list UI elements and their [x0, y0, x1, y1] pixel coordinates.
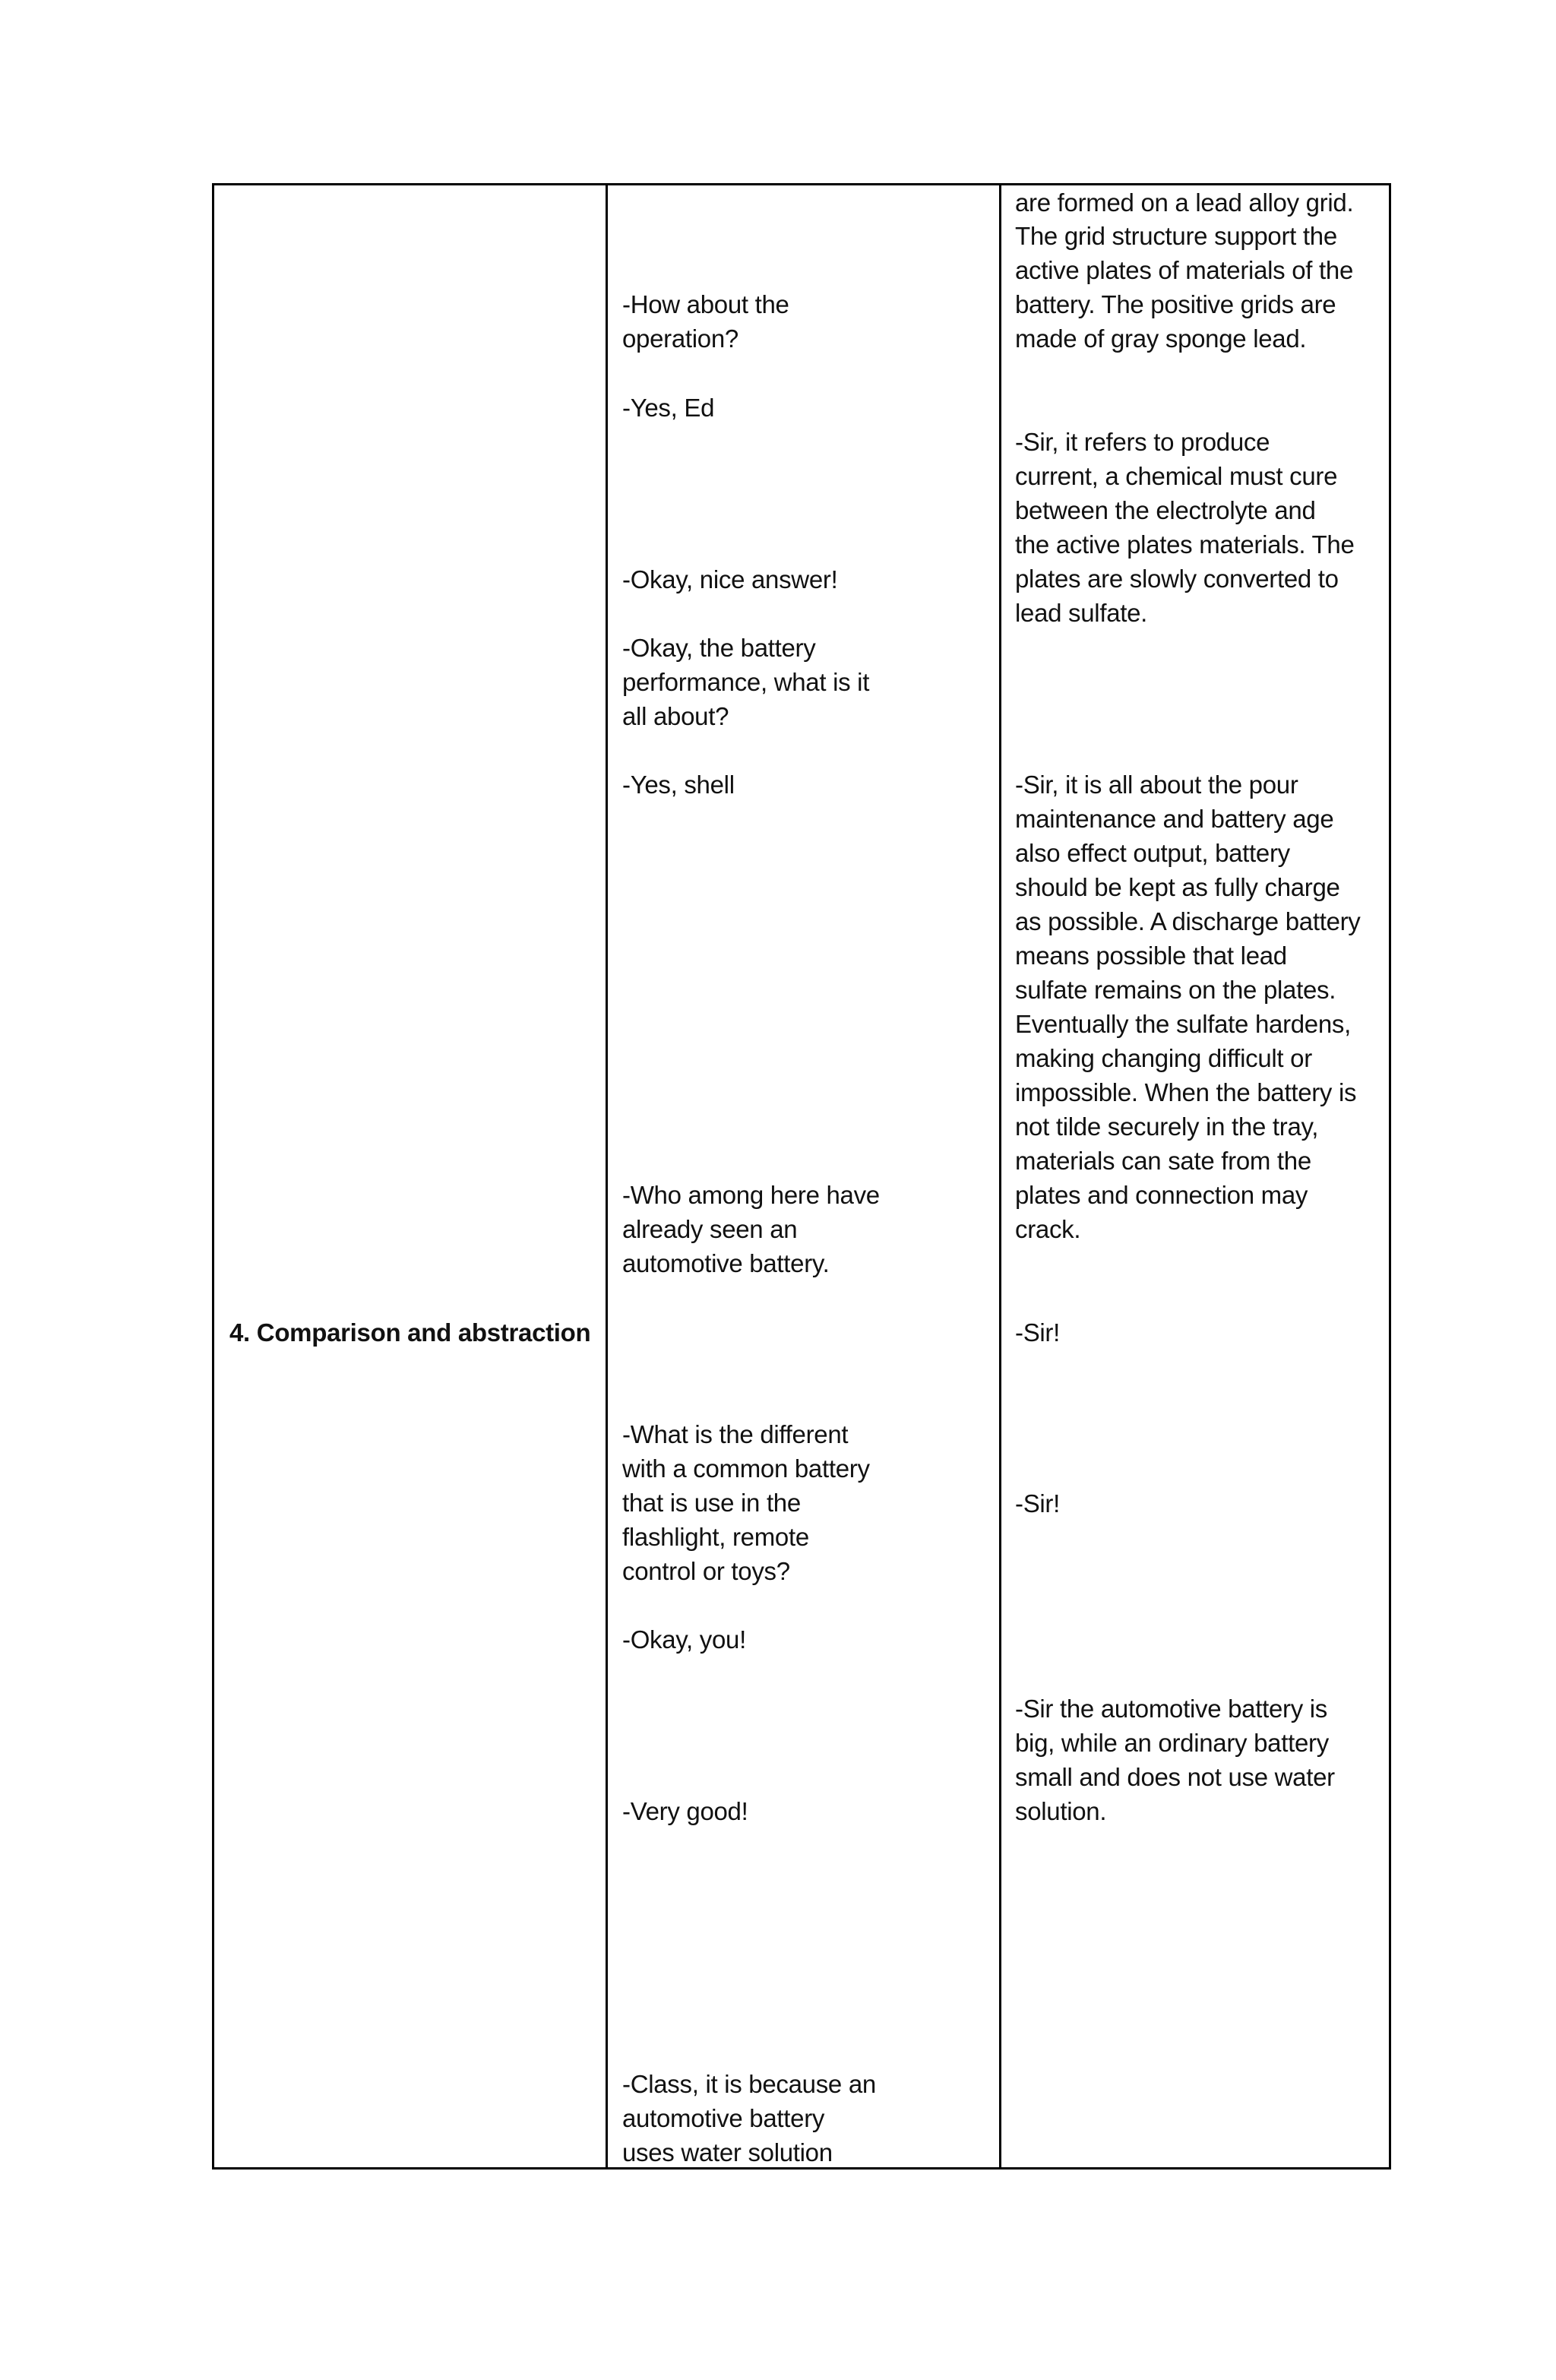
- student-line: plates and connection may: [1015, 1181, 1308, 1209]
- student-line: also effect output, battery: [1015, 839, 1290, 867]
- teacher-line: -Class, it is because an: [622, 2070, 876, 2098]
- student-line: materials can sate from the: [1015, 1147, 1311, 1175]
- teacher-line: -Okay, you!: [622, 1625, 746, 1654]
- teacher-line: uses water solution: [622, 2138, 833, 2166]
- student-line: solution.: [1015, 1797, 1107, 1825]
- teacher-line: automotive battery: [622, 2104, 825, 2132]
- teacher-line: -Okay, nice answer!: [622, 565, 838, 593]
- teacher-line: that is use in the: [622, 1489, 801, 1517]
- column-divider-1: [606, 185, 608, 2167]
- lesson-table: [212, 183, 1391, 2170]
- teacher-line: flashlight, remote: [622, 1523, 809, 1551]
- student-line: made of gray sponge lead.: [1015, 324, 1307, 353]
- student-line: are formed on a lead alloy grid.: [1015, 188, 1354, 217]
- student-line: battery. The positive grids are: [1015, 290, 1336, 318]
- student-line: -Sir, it refers to produce: [1015, 428, 1270, 456]
- student-line: means possible that lead: [1015, 942, 1287, 970]
- student-line: small and does not use water: [1015, 1763, 1335, 1791]
- teacher-line: automotive battery.: [622, 1249, 830, 1277]
- student-line: not tilde securely in the tray,: [1015, 1112, 1319, 1141]
- student-line: making changing difficult or: [1015, 1044, 1312, 1072]
- student-line: between the electrolyte and: [1015, 496, 1316, 524]
- column-divider-2: [999, 185, 1001, 2167]
- teacher-line: with a common battery: [622, 1454, 870, 1483]
- student-line: maintenance and battery age: [1015, 805, 1334, 833]
- teacher-line: -How about the: [622, 290, 789, 318]
- teacher-line: already seen an: [622, 1215, 798, 1243]
- teacher-line: -Yes, shell: [622, 771, 735, 799]
- student-line: should be kept as fully charge: [1015, 873, 1340, 901]
- student-line: -Sir the automotive battery is: [1015, 1695, 1328, 1723]
- student-line: -Sir!: [1015, 1318, 1060, 1347]
- student-line: big, while an ordinary battery: [1015, 1729, 1329, 1757]
- student-line: lead sulfate.: [1015, 599, 1148, 627]
- student-line: The grid structure support the: [1015, 222, 1337, 250]
- teacher-line: performance, what is it: [622, 668, 870, 696]
- activity-label: 4. Comparison and abstraction: [229, 1318, 591, 1347]
- student-line: the active plates materials. The: [1015, 530, 1355, 559]
- student-line: sulfate remains on the plates.: [1015, 976, 1336, 1004]
- student-line: impossible. When the battery is: [1015, 1078, 1357, 1106]
- teacher-line: control or toys?: [622, 1557, 790, 1585]
- student-line: as possible. A discharge battery: [1015, 907, 1361, 935]
- student-line: current, a chemical must cure: [1015, 462, 1338, 490]
- student-line: -Sir, it is all about the pour: [1015, 771, 1298, 799]
- student-line: crack.: [1015, 1215, 1081, 1243]
- teacher-line: -Very good!: [622, 1797, 748, 1825]
- student-line: plates are slowly converted to: [1015, 565, 1339, 593]
- teacher-line: -Okay, the battery: [622, 634, 816, 662]
- teacher-line: -Who among here have: [622, 1181, 880, 1209]
- student-line: active plates of materials of the: [1015, 256, 1353, 284]
- student-line: -Sir!: [1015, 1489, 1060, 1518]
- teacher-line: -What is the different: [622, 1420, 849, 1448]
- teacher-line: -Yes, Ed: [622, 394, 715, 422]
- student-line: Eventually the sulfate hardens,: [1015, 1010, 1351, 1038]
- teacher-line: operation?: [622, 324, 738, 353]
- teacher-line: all about?: [622, 702, 729, 730]
